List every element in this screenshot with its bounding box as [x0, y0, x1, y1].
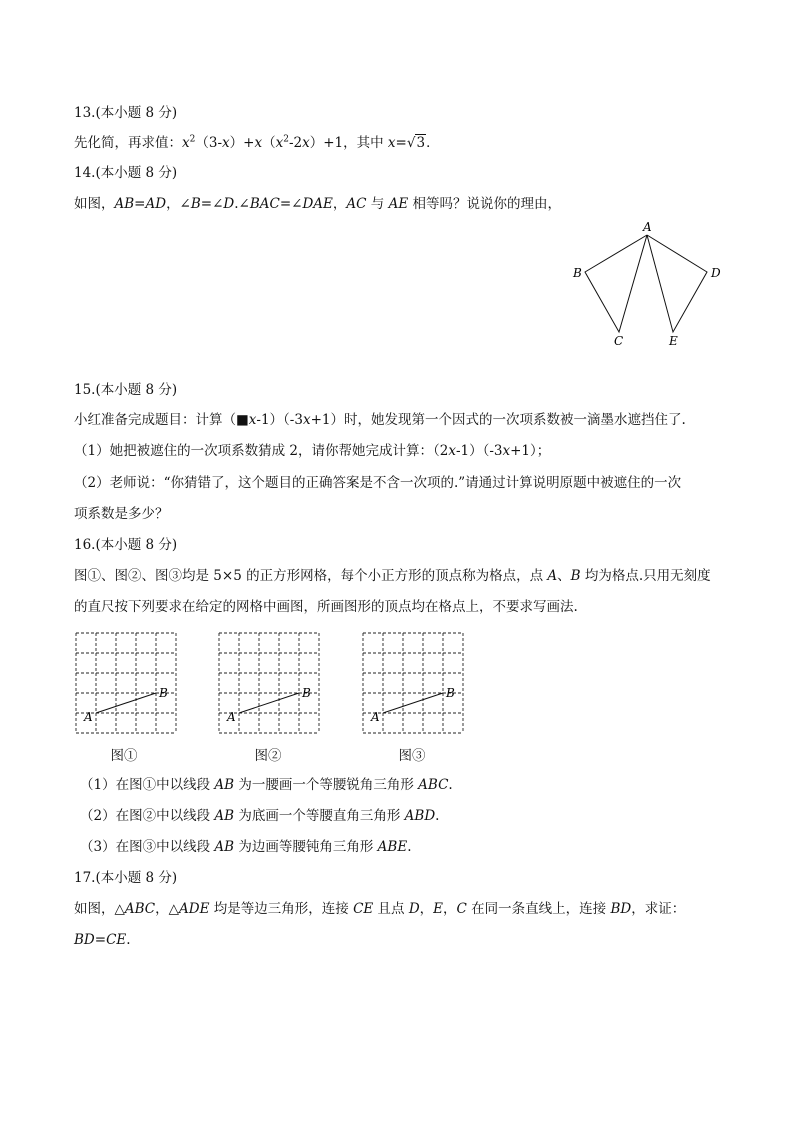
grid-label-B: B — [159, 686, 168, 700]
segment-AB — [383, 693, 443, 713]
sqrt-symbol: √3 — [406, 135, 426, 151]
grid-label-A: A — [227, 710, 236, 724]
q15-header: 15.(本小题 8 分) — [74, 382, 178, 398]
q16-sub-2: （2）在图②中以线段 AB 为底画一个等腰直角三角形 ABD. — [80, 808, 440, 824]
grid-figure-2 — [217, 631, 327, 739]
grid-label-A: A — [84, 710, 93, 724]
grid-figure-3 — [361, 631, 471, 739]
q13-header: 13.(本小题 8 分) — [74, 105, 178, 121]
q14-text: 如图，AB=AD，∠B=∠D.∠BAC=∠DAE，AC 与 AE 相等吗？说说你的理由， — [74, 196, 562, 212]
segment-AB — [239, 693, 299, 713]
caption-fig-1: 图① — [110, 748, 138, 764]
q13-text: 先化简，再求值：$x^2(3-x)+x(x^2-2x)+1$，其中 x=√3． — [74, 134, 440, 151]
q16-line-2: 的直尺按下列要求在给定的网格中画图，所画图形的顶点均在格点上，不要求写画法. — [74, 599, 578, 615]
q14-figure — [565, 215, 735, 350]
caption-fig-3: 图③ — [398, 748, 426, 764]
grid-label-B: B — [446, 686, 455, 700]
q14-right-triangle — [647, 235, 707, 332]
q14-header: 14.(本小题 8 分) — [74, 165, 178, 181]
q16-sub-3: （3）在图③中以线段 AB 为边画等腰钝角三角形 ABE. — [80, 839, 412, 855]
q15-line-2: （1）她把被遮住的一次项系数猜成 2，请你帮她完成计算：（2x-1）（-3x+1）； — [74, 443, 551, 459]
label-A: A — [643, 220, 652, 234]
label-E: E — [669, 334, 678, 348]
grid-label-B: B — [302, 686, 311, 700]
q17-header: 17.(本小题 8 分) — [74, 870, 178, 886]
grid-label-A: A — [371, 710, 380, 724]
label-B: B — [573, 266, 582, 280]
q16-header: 16.(本小题 8 分) — [74, 537, 178, 553]
q15-line-3: （2）老师说：“你猜错了，这个题目的正确答案是不含一次项的.”请通过计算说明原题中被遮住的一次 — [74, 475, 682, 491]
label-C: C — [614, 334, 624, 348]
q14-left-triangle — [585, 235, 647, 332]
q16-sub-1: （1）在图①中以线段 AB 为一腰画一个等腰锐角三角形 ABC. — [80, 777, 453, 793]
caption-fig-2: 图② — [254, 748, 282, 764]
q17-line-1: 如图，△ABC，△ADE 均是等边三角形，连接 CE 且点 D，E，C 在同一条直线上，连接 BD，求证： — [74, 901, 686, 917]
q16-line-1: 图①、图②、图③均是 5×5 的正方形网格，每个小正方形的顶点称为格点，点 A、B 均为格点.只用无刻度 — [74, 568, 711, 584]
grid-figure-1 — [74, 631, 184, 739]
label-D: D — [711, 266, 721, 280]
q15-line-4: 项系数是多少？ — [74, 506, 169, 522]
q17-line-2: BD=CE. — [74, 932, 131, 948]
segment-AB — [96, 693, 156, 713]
q15-line-1: 小红准备完成题目：计算（■x-1）（-3x+1）时，她发现第一个因式的一次项系数被一滴墨水遮挡住了. — [74, 412, 686, 428]
